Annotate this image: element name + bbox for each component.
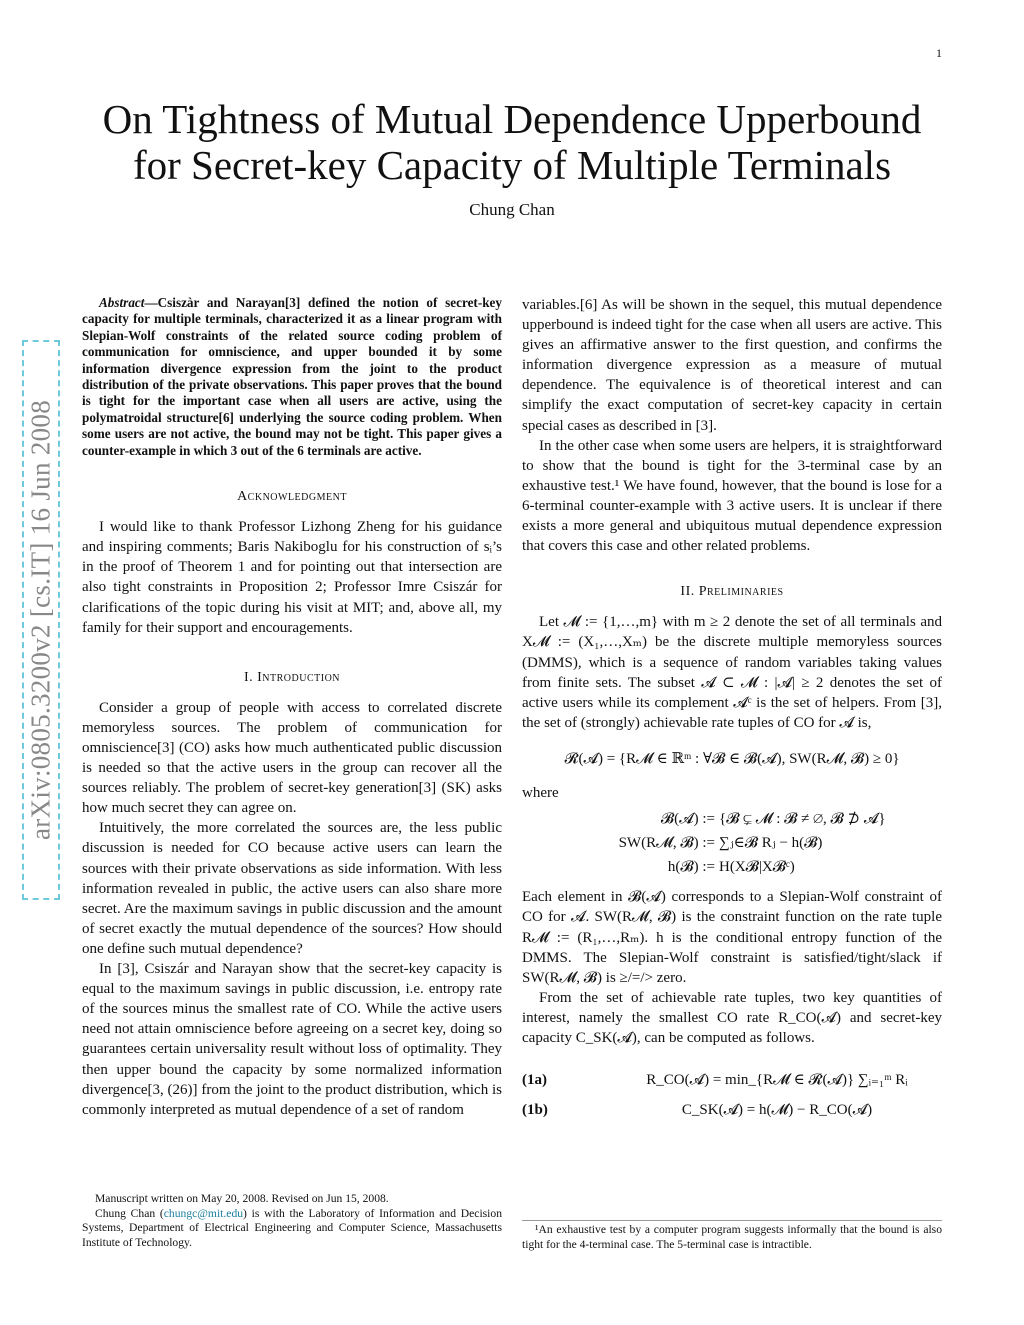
definition-1b-expr: C_SK(𝓐) = h(𝓜) − R_CO(𝓐) bbox=[681, 1102, 873, 1119]
footnote-affiliation-prefix: Chung Chan ( bbox=[95, 1206, 164, 1220]
continued-paragraph: variables.[6] As will be shown in the sequel, this mutual dependence upperbound is indeed tight for the case when all users are active. This gives an affirmative answer to the first question, and confirms the information divergence expression as a measure of mutual dependence. The equivalence is of theoretical interest and can simplify the exact computation of secret-key capacity in certain special cases as described in [3]. bbox=[522, 297, 942, 434]
prelim-heading: II. Preliminaries bbox=[680, 584, 784, 600]
footnote-exhaustive-test: ¹An exhaustive test by a computer program suggests informally that the bound is also tight for the 4-terminal case. The 5-terminal case is intractible. bbox=[522, 1223, 942, 1251]
abstract-text: —Csiszàr and Narayan[3] defined the notion of secret-key capacity for multiple terminals, characterized it as a linear program with Slepian-Wolf constraints of the related source coding problem of communication for omniscience, and upper bounded it by some information divergence expression from the joint to the product distribution of the private observations. This paper proves that the bound is tight for the important case when all users are active, using the polymatroidal structure[6] underlying the source coding problem. When some users are not active, the bound may not be tight. This paper gives a counter-example in which 3 out of the 6 terminals are active. bbox=[82, 295, 502, 458]
page-number: 1 bbox=[936, 46, 942, 60]
equation-B-lhs: 𝓑(𝓐) := bbox=[660, 811, 715, 828]
author-email-link[interactable]: chungc@mit.edu bbox=[163, 1206, 244, 1220]
equation-h bbox=[522, 857, 942, 877]
definition-1a-expr: R_CO(𝓐) = min_{R𝓜 ∈ 𝓡(𝓐)} ∑ᵢ₌₁ᵐ Rᵢ bbox=[646, 1072, 908, 1089]
equation-SW bbox=[522, 833, 942, 853]
left-column bbox=[82, 295, 502, 1120]
paper-title bbox=[80, 96, 944, 188]
footnote-left bbox=[82, 1192, 502, 1250]
intro-paragraph-2: Intuitively, the more correlated the sources are, the less public discussion is needed for CO because active users can learn the sources with their private observations as side information. With less information revealed in public, the active users can also share more secret. Are the maximum savings in public discussion and the amount of secret exactly the mutual dependence of the sources? How should one define such mutual dependence? bbox=[82, 820, 502, 957]
equation-SW-rhs: ∑ⱼ∈𝓑 Rⱼ − h(𝓑) bbox=[719, 835, 823, 852]
arxiv-stamp bbox=[22, 340, 60, 900]
abstract-label: Abstract bbox=[99, 295, 145, 310]
equation-h-rhs: H(X𝓑|X𝓑ᶜ) bbox=[719, 859, 795, 876]
definition-1a-tag: (1a) bbox=[522, 1072, 547, 1089]
footnote-affiliation bbox=[82, 1207, 502, 1251]
equation-B-rhs: {𝓑 ⊊ 𝓜 : 𝓑 ≠ ∅, 𝓑 ⊅ 𝓐} bbox=[719, 811, 886, 828]
footnote-right bbox=[522, 1220, 942, 1252]
footnote-manuscript: Manuscript written on May 20, 2008. Revised on Jun 15, 2008. bbox=[95, 1192, 389, 1205]
intro-heading: I. Introduction bbox=[243, 669, 341, 685]
equation-h-lhs: h(𝓑) := bbox=[667, 859, 715, 876]
intro-paragraph-3: In [3], Csiszár and Narayan show that the secret-key capacity is equal to the maximum savings in public discussion, i.e. entropy rate of the sources minus the smallest rate of CO. While the active users need not attain omniscience before agreeing on a secret key, doing so guarantees certain universality result without loss of optimality. They then upper bound the capacity by some normalized information divergence[3, (26)] from the joint to the product distribution, which is commonly interpreted as mutual dependence of a set of random bbox=[82, 961, 502, 1118]
from-set-paragraph: From the set of achievable rate tuples, two key quantities of interest, namely the smallest CO rate R_CO(𝓐) and secret-key capacity C_SK(𝓐), can be computed as follows. bbox=[522, 989, 942, 1046]
equation-rate-region: 𝓡(𝓐) = {R𝓜 ∈ ℝᵐ : ∀𝓑 ∈ 𝓑(𝓐), SW(R𝓜, 𝓑) ≥ 0} bbox=[564, 750, 900, 767]
title-line-2: for Secret-key Capacity of Multiple Terminals bbox=[132, 142, 892, 188]
right-column bbox=[522, 295, 942, 1130]
intro-paragraph-1: Consider a group of people with access to correlated discrete memoryless sources. The problem of communication for omniscience[3] (CO) asks how much authenticated public discussion is needed so that the active users in the group can recover all the sources reliably. The problem of secret-key generation[3] (SK) asks how much secret they can agree on. bbox=[82, 699, 502, 817]
where-text: where bbox=[522, 784, 559, 801]
definition-1b bbox=[522, 1100, 942, 1120]
ack-heading: Acknowledgment bbox=[237, 489, 347, 505]
definition-1b-tag: (1b) bbox=[522, 1102, 548, 1119]
author: Chung Chan bbox=[469, 200, 555, 219]
equation-SW-lhs: SW(R𝓜, 𝓑) := bbox=[618, 835, 715, 852]
ack-paragraph: I would like to thank Professor Lizhong Zheng for his guidance and inspiring comments; Baris Nakiboglu for his construction of sᵢ’s in the proof of Theorem 1 and for pointing out that intersection are also tight constraints in Proposition 2; Professor Imre Csiszár for clarifications of the topic during his visit at MIT; and, above all, my family for their support and encouragements. bbox=[82, 519, 502, 636]
equation-B bbox=[522, 809, 942, 829]
arxiv-stamp-text: arXiv:0805.3200v2 [cs.IT] 16 Jun 2008 bbox=[25, 399, 56, 841]
abstract bbox=[82, 295, 502, 459]
footnote-affiliation-suffix: ) is with the Laboratory of Information and Decision Systems, Department of Electrical Engineering and Computer Science, Massachusetts Institute of Technology. bbox=[82, 1206, 502, 1249]
definition-1a bbox=[522, 1070, 942, 1090]
helpers-paragraph: In the other case when some users are helpers, it is straightforward to show that the bound is tight for the 3-terminal case by an exhaustive test.¹ We have found, however, that the bound is lose for a 6-terminal counter-example with 3 active users. It is unclear if there exists a more general and ubiquitous mutual dependence expression that covers this case and other related problems. bbox=[522, 437, 942, 555]
prelim-paragraph: Let 𝓜 := {1,…,m} with m ≥ 2 denote the set of all terminals and X𝓜 := (X₁,…,Xₘ) be the discrete multiple memoryless sources (DMMS), which is a sequence of random variables taking values from finite sets. The subset 𝓐 ⊂ 𝓜 : |𝓐| ≥ 2 denotes the set of active users while its complement 𝓐ᶜ is the set of helpers. From [3], the set of (strongly) achievable rate tuples of CO for 𝓐 is, bbox=[522, 614, 942, 731]
equation-block-definitions bbox=[522, 809, 942, 877]
each-element-paragraph: Each element in 𝓑(𝓐) corresponds to a Slepian-Wolf constraint of CO for 𝓐. SW(R𝓜, 𝓑) is the constraint function on the rate tuple R𝓜 := (R₁,…,Rₘ). h is the conditional entropy function of the DMMS. The Slepian-Wolf constraint is satisfied/tight/slack if SW(R𝓜, 𝓑) is ≥/=/> zero. bbox=[522, 889, 942, 986]
title-line-1: On Tightness of Mutual Dependence Upperbound bbox=[102, 96, 922, 142]
